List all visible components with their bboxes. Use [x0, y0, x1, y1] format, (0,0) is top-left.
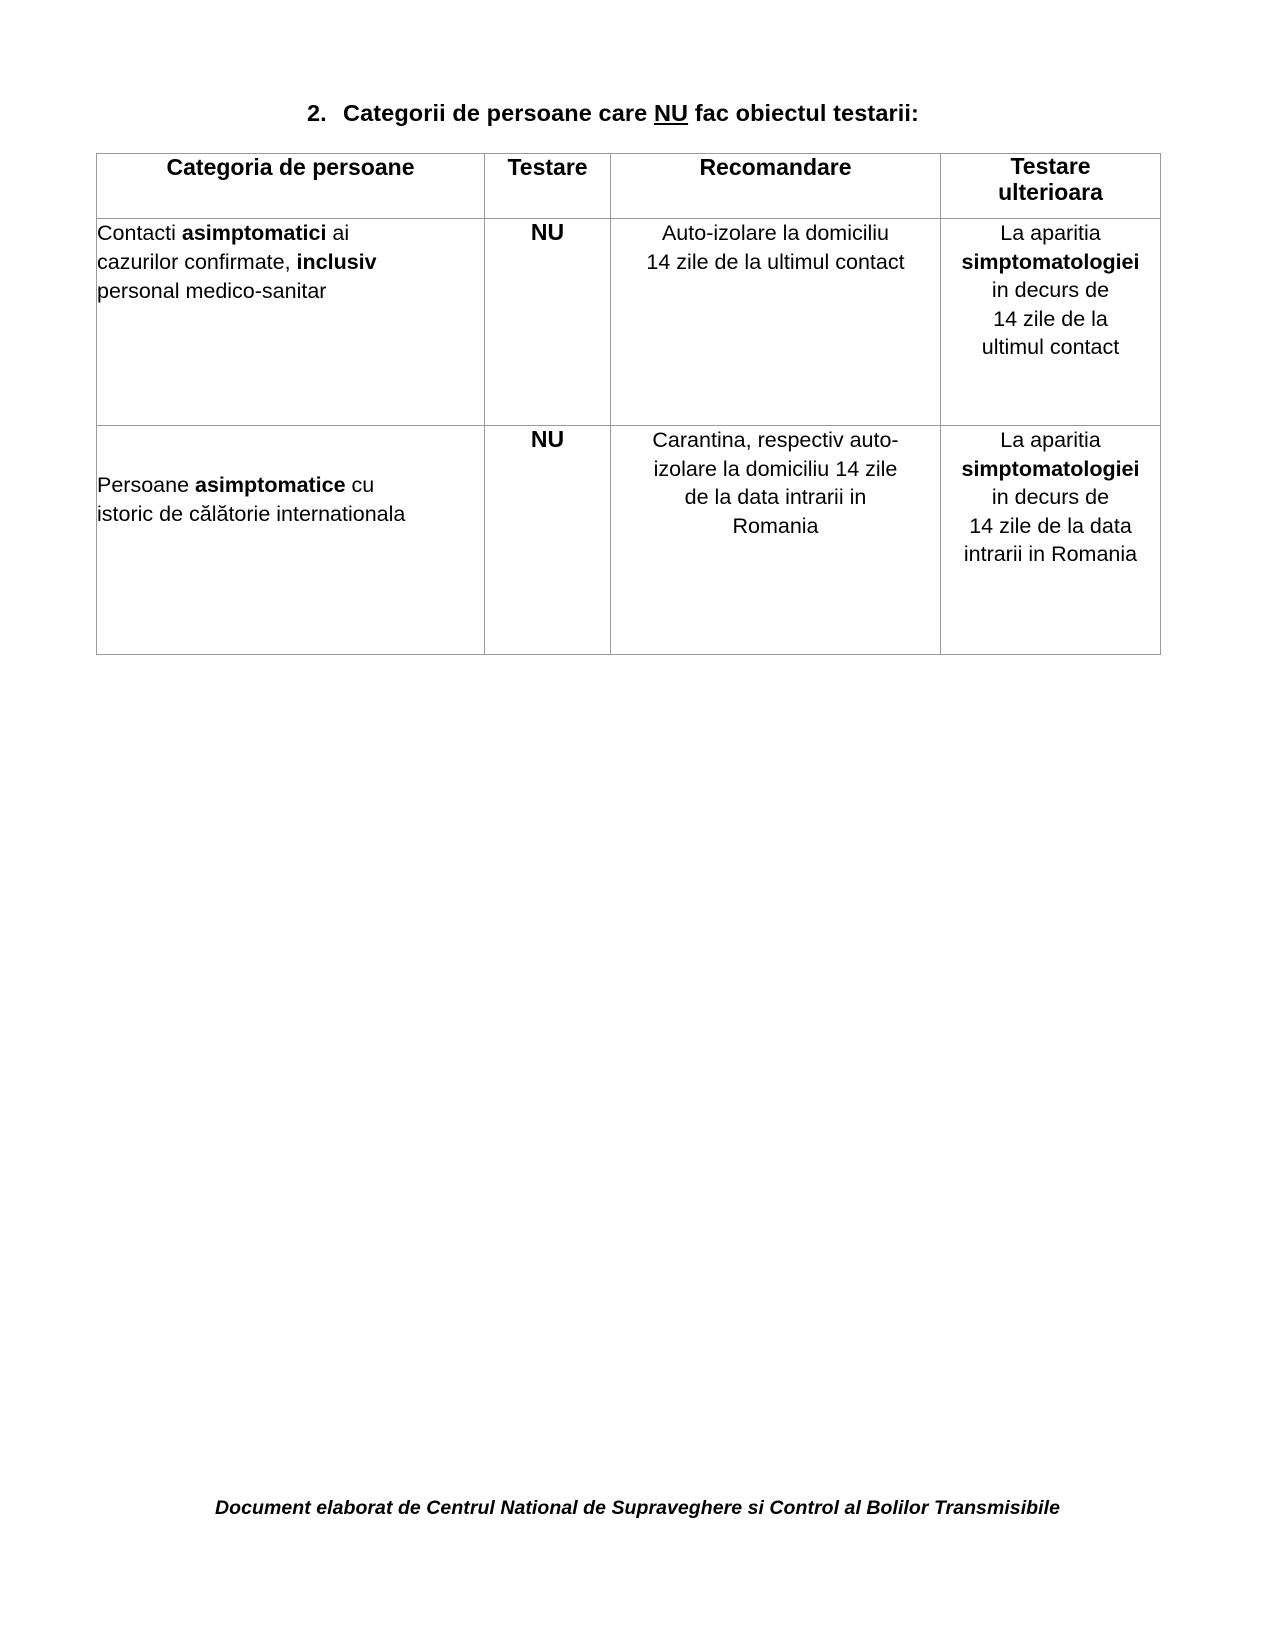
- categoria-text-bold: asimptomatici: [181, 221, 327, 245]
- categories-table: [96, 153, 1161, 655]
- categoria-line-2: [97, 500, 484, 529]
- table-header-row: [97, 154, 1161, 219]
- section-number: 2.: [307, 100, 327, 126]
- categoria-line2-bold: inclusiv: [296, 250, 377, 275]
- cell-testare-ulterioara: [941, 426, 1161, 655]
- recomandare-line-1: Auto-izolare la domiciliu: [661, 221, 890, 245]
- heading-underlined-word: NU: [653, 100, 689, 126]
- ulterioara-line-5: intrarii in Romania: [963, 542, 1138, 567]
- recomandare-line-2: 14 zile de la ultimul contact: [646, 249, 905, 274]
- cell-recomandare: [611, 426, 941, 655]
- ulterioara-line-1: La aparitia: [1000, 221, 1101, 245]
- categoria-text-plain-2: ai: [326, 221, 350, 245]
- ulterioara-line-5: ultimul contact: [981, 335, 1120, 360]
- column-header-recomandare: Recomandare: [611, 154, 941, 219]
- categoria-text-bold: asimptomatice: [195, 473, 346, 497]
- categoria-text-plain: Contacti: [97, 221, 182, 245]
- cell-testare: NU: [485, 219, 611, 426]
- ulterioara-line-1: La aparitia: [1000, 428, 1101, 452]
- recomandare-line-3: de la data intrarii in: [684, 485, 867, 510]
- column-header-testare: Testare: [485, 154, 611, 219]
- header-line-1: Testare: [1010, 153, 1091, 179]
- ulterioara-line-2-bold: simptomatologiei: [961, 456, 1140, 481]
- categoria-line-2: [97, 248, 484, 277]
- ulterioara-line-3: in decurs de: [991, 278, 1110, 303]
- cell-testare-ulterioara: [941, 219, 1161, 426]
- cell-testare: NU: [485, 426, 611, 655]
- categoria-line-1: [97, 219, 484, 248]
- categoria-text-plain: Persoane: [97, 473, 196, 497]
- header-line-2: ulterioara: [998, 178, 1103, 205]
- section-heading: [307, 100, 1007, 127]
- categoria-line-1: [97, 471, 484, 500]
- section-heading-text: [343, 100, 919, 127]
- recomandare-line-1: Carantina, respectiv auto-: [652, 428, 899, 452]
- heading-text-before: Categorii de persoane care: [343, 100, 654, 126]
- document-footer: Document elaborat de Centrul National de Supraveghere si Control al Bolilor Transmisibile: [215, 1497, 1060, 1519]
- categoria-text-plain-2: cu: [345, 473, 375, 497]
- ulterioara-line-4: 14 zile de la: [993, 306, 1108, 331]
- categoria-line-3: personal medico-sanitar: [97, 279, 327, 304]
- recomandare-line-4: Romania: [732, 513, 819, 538]
- column-header-categoria: Categoria de persoane: [97, 154, 485, 219]
- ulterioara-line-3: in decurs de: [991, 485, 1110, 510]
- ulterioara-line-4: 14 zile de la data: [969, 513, 1132, 538]
- heading-text-after: fac obiectul testarii:: [688, 100, 919, 126]
- cell-recomandare: [611, 219, 941, 426]
- categoria-line2-plain: istoric de călătorie internationala: [97, 502, 406, 527]
- recomandare-line-2: izolare la domiciliu 14 zile: [653, 456, 898, 481]
- cell-categoria: [97, 426, 485, 655]
- categoria-line2-plain: cazurilor confirmate,: [97, 250, 297, 275]
- cell-categoria: [97, 219, 485, 426]
- column-header-testare-ulterioara: [941, 154, 1161, 219]
- table-row: [97, 426, 1161, 655]
- ulterioara-line-2-bold: simptomatologiei: [961, 249, 1140, 274]
- table-row: [97, 219, 1161, 426]
